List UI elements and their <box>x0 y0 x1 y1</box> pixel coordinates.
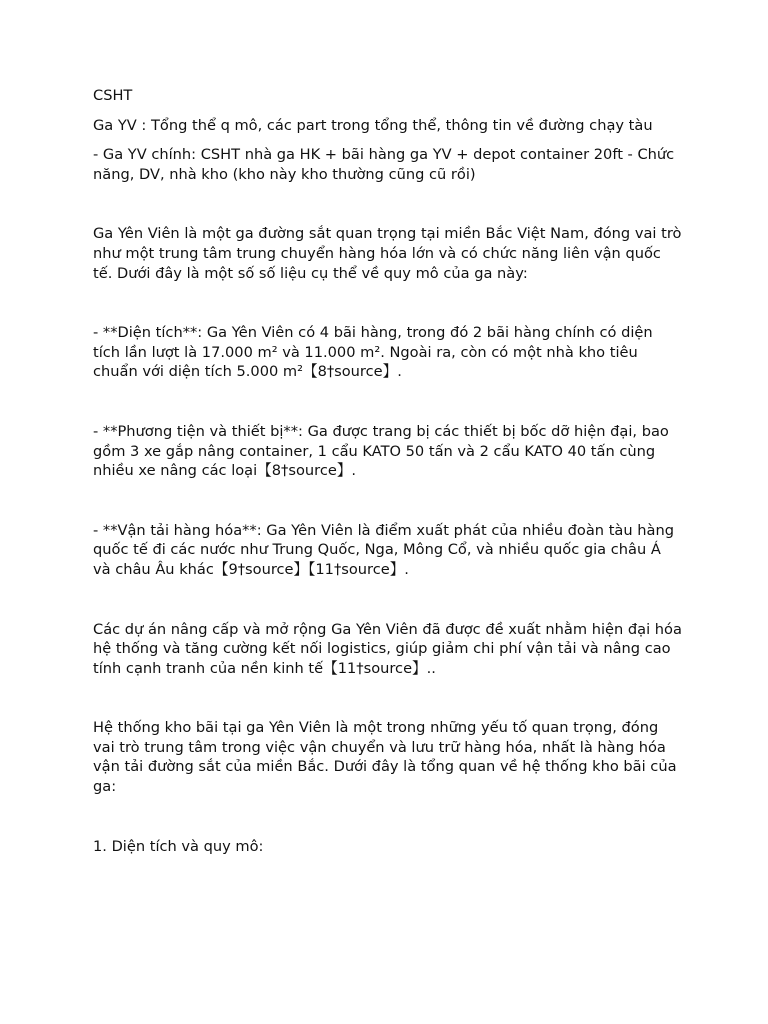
paragraph-overview-note: Ga YV : Tổng thể q mô, các part trong tổng thể, thông tin về đường chạy tàu <box>93 116 653 134</box>
list-item-area-scale: 1. Diện tích và quy mô: <box>93 837 264 855</box>
paragraph-warehouse-system: Hệ thống kho bãi tại ga Yên Viên là một trong những yếu tố quan trọng, đóng vai trò trung tâm trong việc vận chuyển và lưu trữ hàng hóa, nhất là hàng hóa vận tải đường sắt của miền Bắc. Dưới đây là tổng quan về hệ thống kho bãi của ga: <box>93 719 677 796</box>
paragraph-equipment: - **Phương tiện và thiết bị**: Ga được trang bị các thiết bị bốc dỡ hiện đại, bao gồm 3 xe gắp nâng container, 1 cẩu KATO 50 tấn và 2 cẩu KATO 40 tấn cùng nhiều xe nâng các loại【8†source】. <box>93 422 669 480</box>
paragraph-intro: Ga Yên Viên là một ga đường sắt quan trọng tại miền Bắc Việt Nam, đóng vai trò như một trung tâm trung chuyển hàng hóa lớn và có chức năng liên vận quốc tế. Dưới đây là một số số liệu cụ thể về quy mô của ga này: <box>93 225 682 282</box>
paragraph-area: - **Diện tích**: Ga Yên Viên có 4 bãi hàng, trong đó 2 bãi hàng chính có diện tích lần lượt là 17.000 m² và 11.000 m². Ngoài ra, còn có một nhà kho tiêu chuẩn với diện tích 5.000 m²【8†source】. <box>93 324 653 381</box>
paragraph-freight: - **Vận tải hàng hóa**: Ga Yên Viên là điểm xuất phát của nhiều đoàn tàu hàng quốc tế đi các nước như Trung Quốc, Nga, Mông Cổ, và nhiều quốc gia châu Á và châu Âu khác【9†source】【11†source】. <box>93 521 674 578</box>
paragraph-upgrade-projects: Các dự án nâng cấp và mở rộng Ga Yên Viên đã được đề xuất nhằm hiện đại hóa hệ thống và tăng cường kết nối logistics, giúp giảm chi phí vận tải và nâng cao tính cạnh tranh của nền kinh tế【11†source】.. <box>93 620 682 677</box>
document-body <box>93 86 683 856</box>
document-heading: CSHT <box>93 87 133 104</box>
paragraph-main-station-note: - Ga YV chính: CSHT nhà ga HK + bãi hàng ga YV + depot container 20ft - Chức năng, DV, nhà kho (kho này kho thường cũng cũ rồi) <box>93 146 675 183</box>
